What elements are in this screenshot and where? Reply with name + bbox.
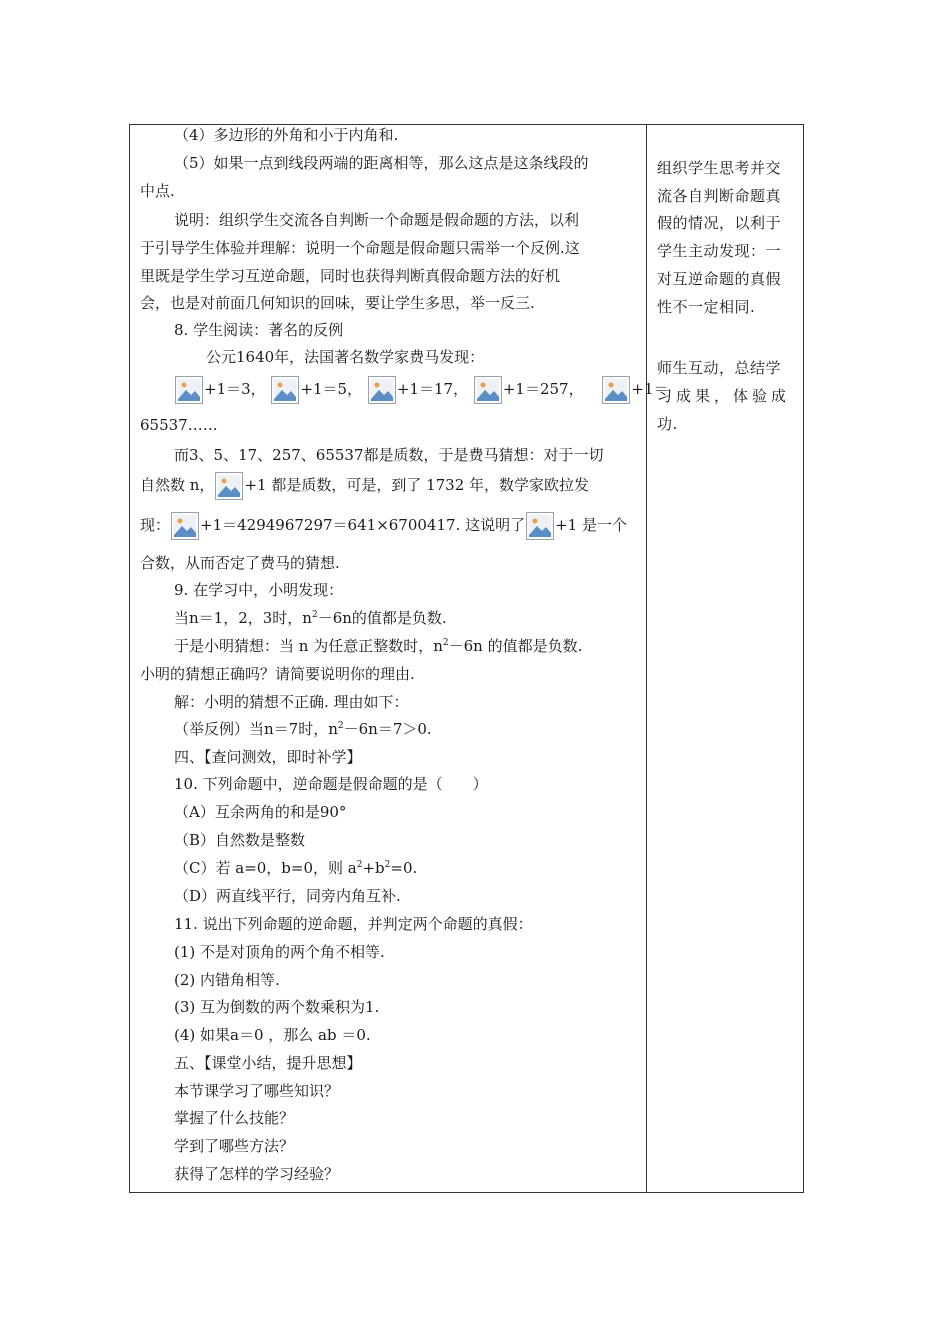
list-item: (2) 内错角相等. bbox=[174, 971, 280, 989]
text-span: 自然数 n， bbox=[140, 476, 215, 494]
formula-line bbox=[174, 375, 669, 404]
text-line: 于是小明猜想：当 n 为任意正整数时，$n^2-6n$ 的值都是负数. bbox=[174, 637, 583, 655]
broken-image-icon bbox=[171, 512, 199, 540]
formula-text: +1＝ bbox=[631, 380, 669, 398]
formula-text: +1＝17， bbox=[396, 380, 469, 398]
note-line: 组织学生思考并交 bbox=[657, 159, 782, 177]
formula-text: +1＝3， bbox=[204, 380, 266, 398]
text-line: 掌握了什么技能？ bbox=[174, 1109, 295, 1127]
text-span: +1 都是质数，可是，到了 1732 年，数学家欧拉发 bbox=[244, 476, 590, 494]
option-d: （D）两直线平行，同旁内角互补. bbox=[174, 887, 401, 905]
text-span: 现： bbox=[140, 516, 171, 534]
option-c: （C）若 a=0，b=0，则 $a^2+b^2=0$. bbox=[174, 859, 418, 877]
note-line: 习成果，体验成 bbox=[657, 387, 791, 405]
text-line: 公元1640年，法国著名数学家费马发现： bbox=[206, 348, 485, 366]
note-line: 功. bbox=[657, 415, 678, 433]
column-divider bbox=[646, 125, 647, 1192]
broken-image-icon bbox=[271, 376, 299, 404]
text-line: （4）多边形的外角和小于内角和. bbox=[174, 126, 399, 144]
broken-image-icon bbox=[526, 512, 554, 540]
list-item: (1) 不是对顶角的两个角不相等. bbox=[174, 943, 385, 961]
text-line: 当n＝1，2，3时，$n^2-6n$的值都是负数. bbox=[174, 609, 447, 627]
text-line: 会，也是对前面几何知识的回味，要让学生多思，举一反三. bbox=[140, 294, 535, 312]
option-a: （A）互余两角的和是90° bbox=[174, 803, 347, 821]
list-item: (4) 如果a＝0 ，那么 ab ＝0. bbox=[174, 1026, 371, 1044]
section-heading: 四、【查问测效，即时补学】 bbox=[174, 748, 362, 766]
text-line: 65537…… bbox=[140, 416, 218, 434]
note-line: 学生主动发现：一 bbox=[657, 242, 782, 260]
formula-line bbox=[140, 471, 589, 500]
text-span: +1＝4294967297＝641×6700417. 这说明了 bbox=[200, 516, 526, 534]
list-item: (3) 互为倒数的两个数乘积为1. bbox=[174, 998, 380, 1016]
note-line: 对互逆命题的真假 bbox=[657, 270, 782, 288]
text-line: 解：小明的猜想不正确. 理由如下： bbox=[174, 693, 409, 711]
option-b: （B）自然数是整数 bbox=[174, 831, 306, 849]
broken-image-icon bbox=[368, 376, 396, 404]
section-heading: 9. 在学习中，小明发现： bbox=[174, 581, 344, 599]
text-line: 于引导学生体验并理解：说明一个命题是假命题只需举一个反例.这 bbox=[140, 239, 580, 257]
text-line: 学到了哪些方法？ bbox=[174, 1137, 295, 1155]
formula-text: +1＝5， bbox=[300, 380, 363, 398]
section-heading: 8. 学生阅读：著名的反例 bbox=[174, 321, 344, 339]
note-line: 性不一定相同. bbox=[657, 298, 756, 316]
note-line: 流各自判断命题真 bbox=[657, 187, 782, 205]
note-line: 师生互动，总结学 bbox=[657, 359, 782, 377]
text-line: 说明：组织学生交流各自判断一个命题是假命题的方法，以利 bbox=[174, 211, 580, 229]
text-line: 合数，从而否定了费马的猜想. bbox=[140, 554, 340, 572]
question-title: 10. 下列命题中，逆命题是假命题的是（ ） bbox=[174, 775, 488, 793]
text-line: 本节课学习了哪些知识？ bbox=[174, 1082, 340, 1100]
question-title: 11. 说出下列命题的逆命题，并判定两个命题的真假： bbox=[174, 915, 533, 933]
broken-image-icon bbox=[215, 472, 243, 500]
text-line: 中点. bbox=[140, 182, 175, 200]
broken-image-icon bbox=[602, 376, 630, 404]
text-line: （举反例）当n＝7时，$n^2-6n=7>0$. bbox=[174, 720, 432, 738]
broken-image-icon bbox=[175, 376, 203, 404]
text-line: 小明的猜想正确吗？请简要说明你的理由. bbox=[140, 665, 415, 683]
note-line: 假的情况，以利于 bbox=[657, 214, 782, 232]
lesson-table bbox=[129, 124, 804, 1193]
section-heading: 五、【课堂小结，提升思想】 bbox=[174, 1054, 362, 1072]
text-line: （5）如果一点到线段两端的距离相等，那么这点是这条线段的 bbox=[174, 154, 589, 172]
text-line: 获得了怎样的学习经验？ bbox=[174, 1165, 340, 1183]
text-line: 而3、5、17、257、65537都是质数，于是费马猜想：对于一切 bbox=[174, 446, 604, 464]
text-line: 里既是学生学习互逆命题，同时也获得判断真假命题方法的好机 bbox=[140, 267, 561, 285]
formula-line bbox=[140, 511, 627, 540]
text-span: +1 是一个 bbox=[555, 516, 627, 534]
broken-image-icon bbox=[474, 376, 502, 404]
formula-text: +1＝257， bbox=[502, 380, 584, 398]
